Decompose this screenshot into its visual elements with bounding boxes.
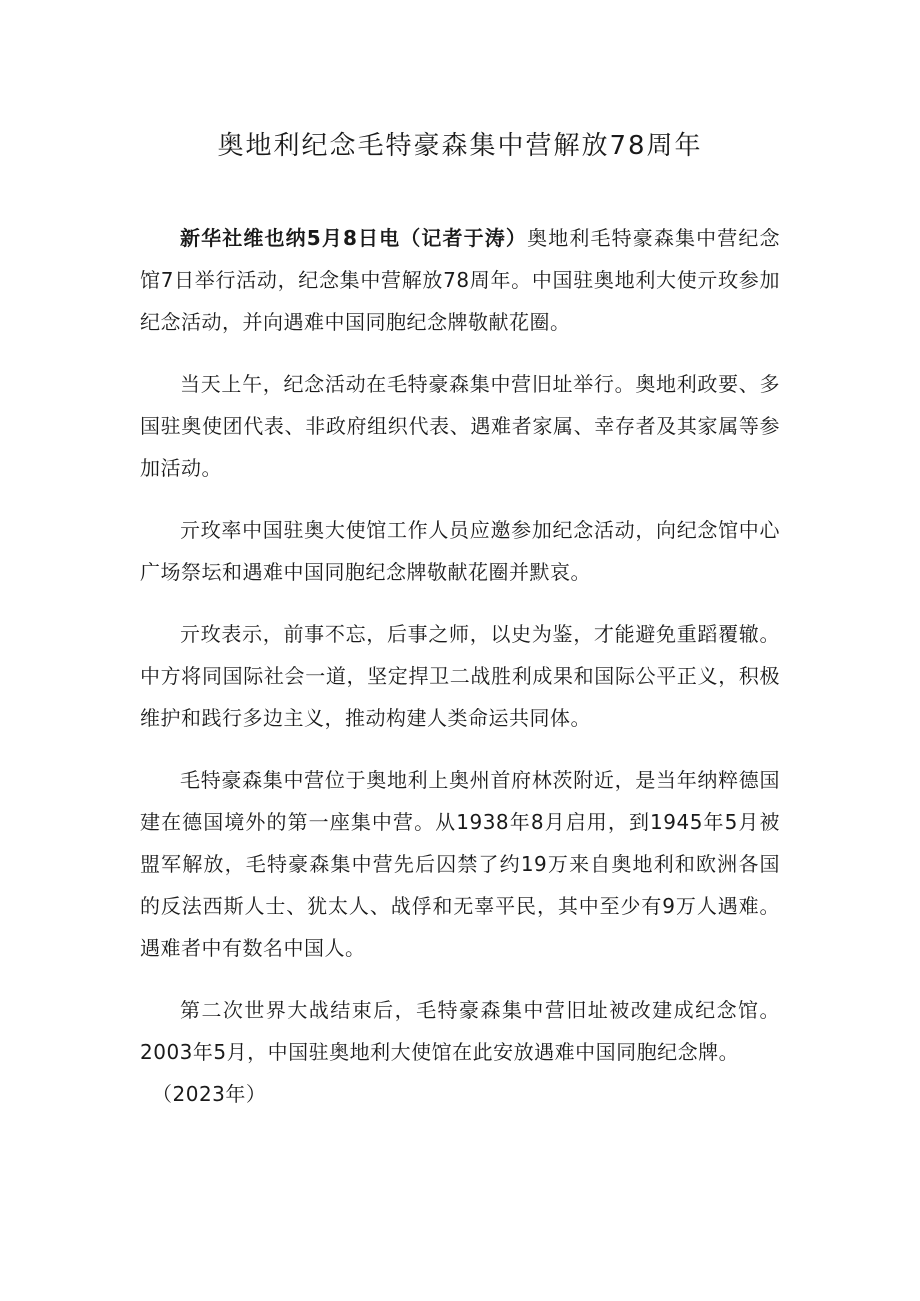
paragraph-6: 第二次世界大战结束后，毛特豪森集中营旧址被改建成纪念馆。2003年5月，中国驻奥地利大使馆在此安放遇难中国同胞纪念牌。	[140, 998, 780, 1064]
paragraph-5: 毛特豪森集中营位于奥地利上奥州首府林茨附近，是当年纳粹德国建在德国境外的第一座集中营。从1938年8月启用，到1945年5月被盟军解放，毛特豪森集中营先后囚禁了约19万来自奥地利和欧洲各国的反法西斯人士、犹太人、战俘和无辜平民，其中至少有9万人遇难。遇难者中有数名中国人。	[140, 768, 780, 960]
article-title: 奥地利纪念毛特豪森集中营解放78周年	[217, 131, 703, 161]
dateline: 新华社维也纳5月8日电（记者于涛）	[180, 226, 528, 250]
paragraph-1	[140, 217, 780, 343]
paragraph-3: 亓玫率中国驻奥大使馆工作人员应邀参加纪念活动，向纪念馆中心广场祭坛和遇难中国同胞纪念牌敬献花圈并默哀。	[140, 518, 780, 584]
paragraph-2: 当天上午，纪念活动在毛特豪森集中营旧址举行。奥地利政要、多国驻奥使团代表、非政府组织代表、遇难者家属、幸存者及其家属等参加活动。	[140, 372, 780, 480]
publication-year: （2023年）	[152, 1082, 267, 1106]
paragraph-4: 亓玫表示，前事不忘，后事之师，以史为鉴，才能避免重蹈覆辙。中方将同国际社会一道，坚定捍卫二战胜利成果和国际公平正义，积极维护和践行多边主义，推动构建人类命运共同体。	[140, 622, 780, 730]
paragraph-1-text: 奥地利毛特豪森集中营纪念馆7日举行活动，纪念集中营解放78周年。中国驻奥地利大使亓玫参加纪念活动，并向遇难中国同胞纪念牌敬献花圈。	[140, 226, 780, 334]
article-body	[140, 217, 780, 1115]
